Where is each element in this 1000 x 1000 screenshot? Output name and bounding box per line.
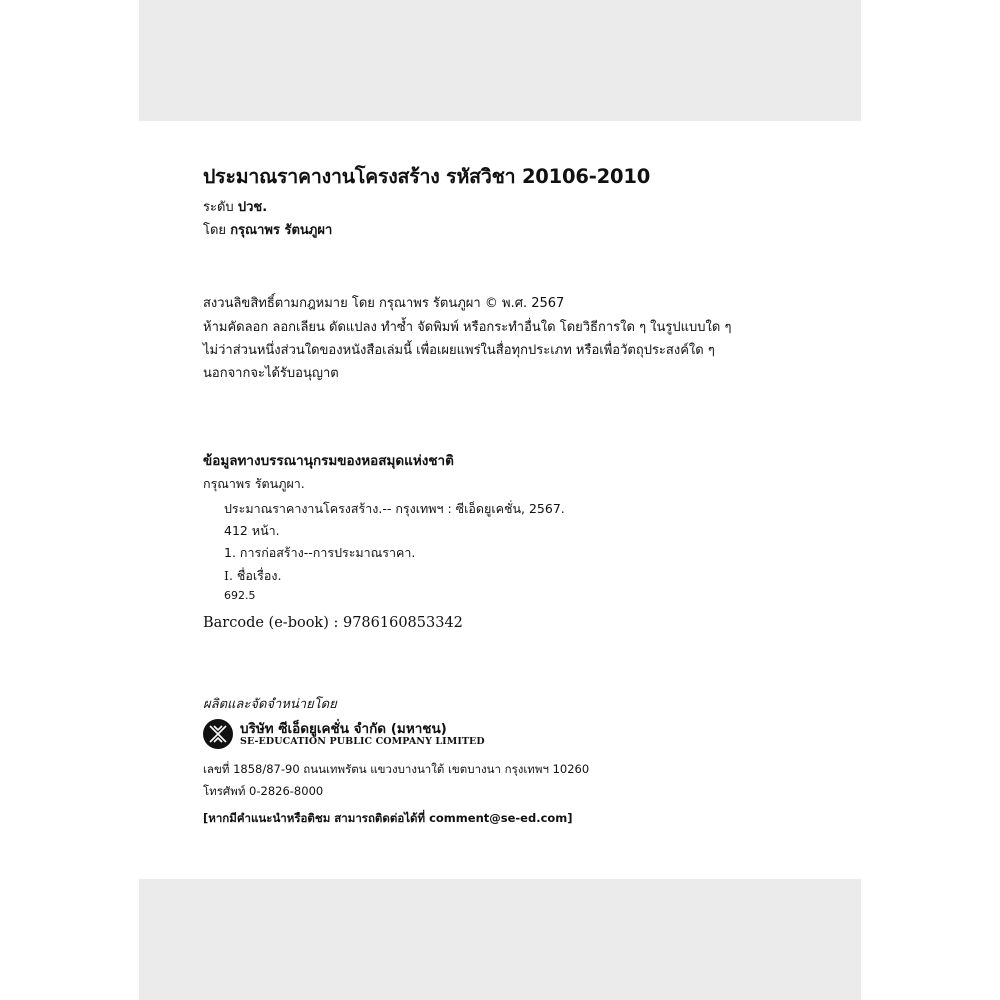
se-ed-logo-icon [203, 719, 233, 749]
copyright-line-3: ไม่ว่าส่วนหนึ่งส่วนใดของหนังสือเล่มนี้ เพื่อเผยแพร่ในสื่อทุกประเภท หรือเพื่อวัตถุประสงค์ใด ๆ [203, 343, 715, 358]
copyright-line-2: ห้ามคัดลอก ลอกเลียน ดัดแปลง ทำซ้ำ จัดพิมพ์ หรือกระทำอื่นใด โดยวิธีการใด ๆ ในรูปแบบใด ๆ [203, 320, 732, 335]
author-value: กรุณาพร รัตนภูผา [230, 223, 333, 238]
catalog-heading: ข้อมูลทางบรรณานุกรมของหอสมุดแห่งชาติ [203, 453, 454, 469]
distributed-by-label: ผลิตและจัดจำหน่ายโดย [203, 697, 337, 712]
publisher-phone: โทรศัพท์ 0-2826-8000 [203, 784, 324, 798]
level-line [203, 196, 267, 217]
top-gray-band [139, 0, 861, 121]
bottom-gray-band [139, 879, 861, 1000]
catalog-entry-title: ประมาณราคางานโครงสร้าง.-- กรุงเทพฯ : ซีเอ็ดยูเคชั่น, 2567. [224, 501, 565, 516]
catalog-entry-subject: 1. การก่อสร้าง--การประมาณราคา. [224, 545, 416, 560]
catalog-entry-pages: 412 หน้า. [224, 523, 280, 538]
barcode-line: Barcode (e-book) : 9786160853342 [203, 615, 463, 631]
catalog-entry-title-index: I. ชื่อเรื่อง. [224, 568, 282, 583]
author-label: โดย [203, 223, 227, 238]
copyright-line-1: สงวนลิขสิทธิ์ตามกฎหมาย โดย กรุณาพร รัตนภูผา © พ.ศ. 2567 [203, 296, 565, 311]
publisher-name-english: SE-EDUCATION PUBLIC COMPANY LIMITED [240, 736, 485, 747]
copyright-line-4: นอกจากจะได้รับอนุญาต [203, 366, 339, 381]
book-title: ประมาณราคางานโครงสร้าง รหัสวิชา 20106-2010 [203, 165, 651, 188]
author-line [203, 219, 332, 240]
level-value: ปวช. [237, 200, 268, 215]
publisher-contact: [หากมีคำแนะนำหรือติชม สามารถติดต่อได้ที่ comment@se-ed.com] [203, 811, 573, 825]
catalog-entry-classification: 692.5 [224, 589, 256, 602]
catalog-author: กรุณาพร รัตนภูผา. [203, 476, 305, 491]
publisher-name-thai: บริษัท ซีเอ็ดยูเคชั่น จำกัด (มหาชน) [240, 721, 447, 737]
level-label: ระดับ [203, 200, 234, 215]
publisher-address: เลขที่ 1858/87-90 ถนนเทพรัตน แขวงบางนาใต้ เขตบางนา กรุงเทพฯ 10260 [203, 762, 590, 776]
